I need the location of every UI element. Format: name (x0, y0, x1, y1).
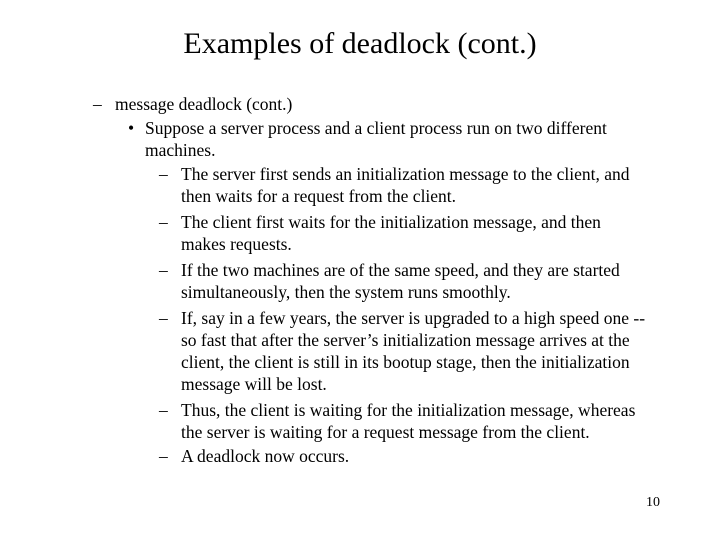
level2-item-line: machines. (145, 140, 216, 160)
level3-item-line: The server first sends an initialization message to the client, and (181, 164, 630, 184)
slide-title: Examples of deadlock (cont.) (183, 27, 537, 60)
level3-item-line: The client first waits for the initialization message, and then (181, 212, 601, 232)
level3-dash-marker: – (159, 446, 168, 466)
level3-item-line: If the two machines are of the same speed, and they are started (181, 260, 620, 280)
level2-bullet-marker: • (128, 118, 135, 138)
level3-dash-marker: – (159, 164, 168, 184)
level3-item-line: client, the client is still in its bootup stage, then the initialization (181, 352, 630, 372)
level3-item-line: A deadlock now occurs. (181, 446, 350, 466)
level3-item-line: then waits for a request from the client. (181, 186, 457, 206)
level3-item-line: message will be lost. (181, 374, 327, 394)
level3-dash-marker: – (159, 308, 168, 328)
level3-item-line: the server is waiting for a request message from the client. (181, 422, 590, 442)
level3-item-line: If, say in a few years, the server is upgraded to a high speed one -- (181, 308, 646, 328)
level3-item-line: Thus, the client is waiting for the initialization message, whereas (181, 400, 636, 420)
level2-item-line: Suppose a server process and a client process run on two different (145, 118, 607, 138)
level1-item-text: message deadlock (cont.) (115, 94, 293, 114)
level3-item-line: makes requests. (181, 234, 292, 254)
level3-item-line: so fast that after the server’s initialization message arrives at the (181, 330, 630, 350)
level3-item-line: simultaneously, then the system runs smoothly. (181, 282, 511, 302)
page-number: 10 (646, 495, 660, 510)
level3-dash-marker: – (159, 400, 168, 420)
level3-dash-marker: – (159, 212, 168, 232)
level3-dash-marker: – (159, 260, 168, 280)
level1-dash-marker: – (93, 94, 102, 114)
